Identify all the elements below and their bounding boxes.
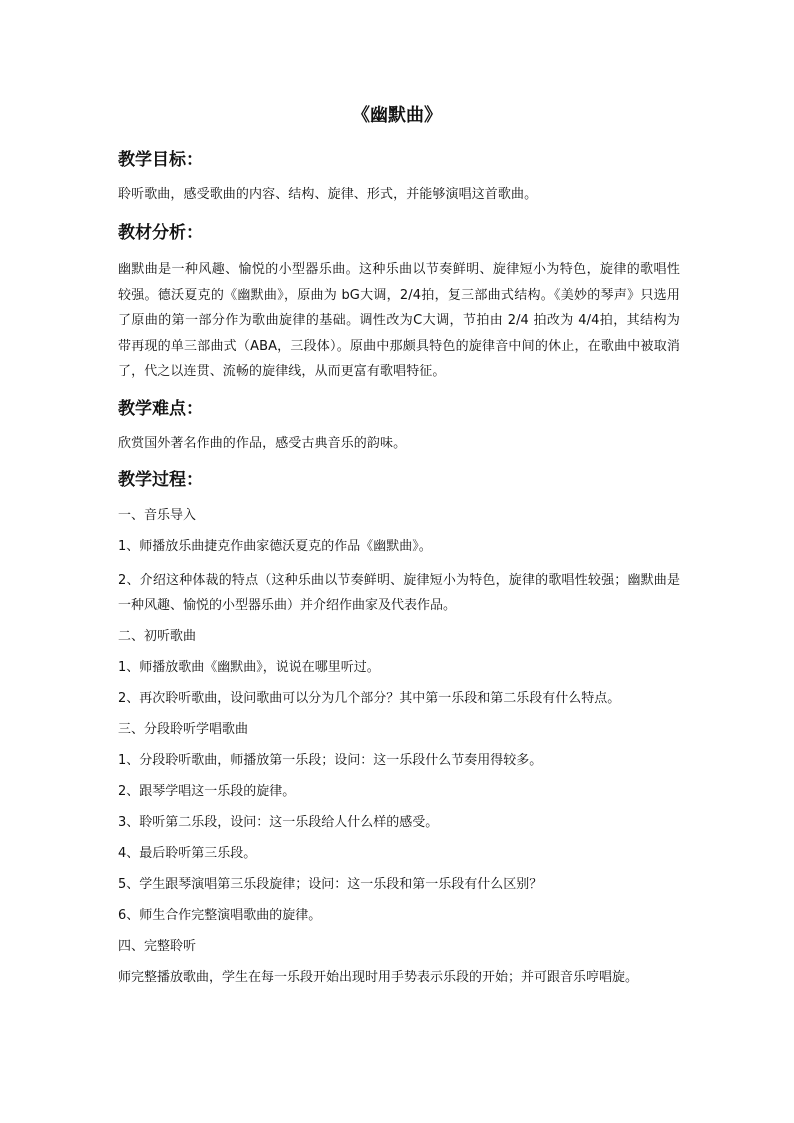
teaching-difficulty-text: 欣赏国外著名作曲的作品，感受古典音乐的韵味。 [118, 435, 407, 451]
material-analysis-text: 幽默曲是一种风趣、愉悦的小型器乐曲。这种乐曲以节奏鲜明、旋律短小为特色，旋律的歌唱性较强。德沃夏克的《幽默曲》，原曲为 bG大调，2/4拍，复三部曲式结构。《美妙的琴声》只选用了原曲的第一部分作为歌曲旋律的基础。调性改为C大调，节拍由 2/4 拍改为 4/4拍，其结构为带再现的单三部曲式（ABA，三段体）。原曲中那颇具特色的旋律音中间的休止，在歌曲中被取消了，代之以连贯、流畅的旋律线，从而更富有歌唱特征。 [118, 262, 680, 379]
process-line: 二、初听歌曲 [118, 628, 197, 644]
process-line: 4、最后聆听第三乐段。 [118, 845, 257, 861]
document-body [118, 146, 680, 999]
process-line: 师完整播放歌曲，学生在每一乐段开始出现时用手势表示乐段的开始；并可跟音乐哼唱旋。 [118, 969, 639, 985]
teaching-process-list [118, 506, 680, 999]
process-line: 2、跟琴学唱这一乐段的旋律。 [118, 783, 296, 799]
process-line: 1、分段聆听歌曲，师播放第一乐段；设问：这一乐段什么节奏用得较多。 [118, 752, 543, 768]
heading-teaching-goal: 教学目标： [118, 150, 203, 170]
heading-material-analysis: 教材分析： [118, 223, 203, 243]
process-line: 四、完整聆听 [118, 938, 197, 954]
process-line: 2、介绍这种体裁的特点（这种乐曲以节奏鲜明、旋律短小为特色，旋律的歌唱性较强；幽默曲是一种风趣、愉悦的小型器乐曲）并介绍作曲家及代表作品。 [118, 572, 680, 613]
process-line: 5、学生跟琴演唱第三乐段旋律；设问：这一乐段和第一乐段有什么区别？ [118, 876, 543, 892]
process-line: 一、音乐导入 [118, 507, 197, 523]
process-line: 6、师生合作完整演唱歌曲的旋律。 [118, 907, 322, 923]
process-line: 2、再次聆听歌曲，设问歌曲可以分为几个部分？其中第一乐段和第二乐段有什么特点。 [118, 690, 621, 706]
process-line: 1、师播放乐曲捷克作曲家德沃夏克的作品《幽默曲》。 [118, 538, 432, 554]
teaching-goal-text: 聆听歌曲，感受歌曲的内容、结构、旋律、形式，并能够演唱这首歌曲。 [118, 187, 538, 202]
process-line: 1、师播放歌曲《幽默曲》，说说在哪里听过。 [118, 659, 380, 675]
heading-teaching-difficulty: 教学难点： [118, 398, 203, 419]
document-title: 《幽默曲》 [352, 105, 442, 126]
process-line: 3、聆听第二乐段，设问：这一乐段给人什么样的感受。 [118, 814, 439, 830]
heading-teaching-process: 教学过程： [118, 469, 203, 490]
process-line: 三、分段聆听学唱歌曲 [118, 721, 249, 737]
